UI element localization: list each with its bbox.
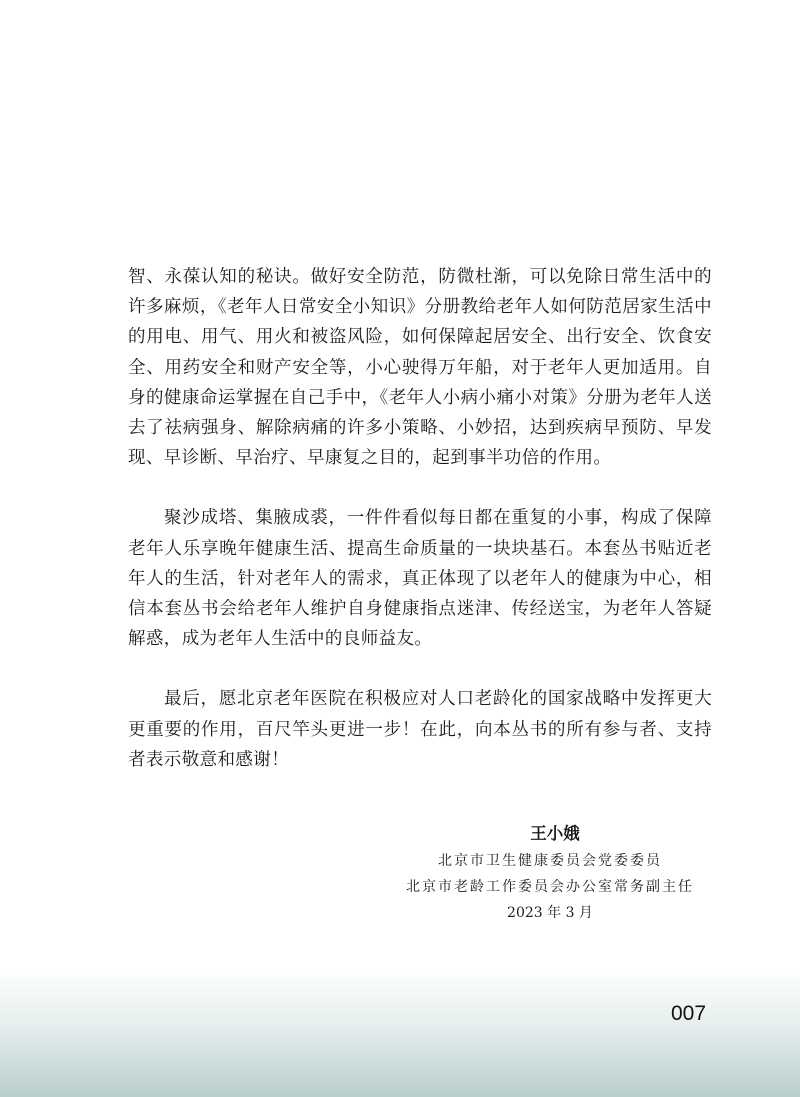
signature-title-1: 北京市卫生健康委员会党委委员 (438, 853, 662, 869)
signature-block (380, 820, 720, 926)
signature-name: 王小娥 (530, 824, 580, 843)
body-text (128, 262, 712, 775)
signature-title-2: 北京市老龄工作委员会办公室常务副主任 (406, 879, 694, 895)
signature-date: 2023 年 3 月 (507, 905, 593, 921)
paragraph-continued: 智、永葆认知的秘诀。做好安全防范，防微杜渐，可以免除日常生活中的许多麻烦，《老年人日常安全小知识》分册教给老年人如何防范居家生活中的用电、用气、用火和被盗风险，如何保障起居安全、出行安全、饮食安全、用药安全和财产安全等，小心驶得万年船，对于老年人更加适用。自身的健康命运掌握在自己手中，《老年人小病小痛小对策》分册为老年人送去了祛病强身、解除病痛的许多小策略、小妙招，达到疾病早预防、早发现、早诊断、早治疗、早康复之目的，起到事半功倍的作用。 (128, 267, 712, 469)
page-number: 007 (671, 1002, 707, 1025)
paragraph: 聚沙成塔、集腋成裘，一件件看似每日都在重复的小事，构成了保障老年人乐享晚年健康生活、提高生命质量的一块块基石。本套丛书贴近老年人的生活，针对老年人的需求，真正体现了以老年人的健康为中心，相信本套丛书会给老年人维护自身健康指点迷津、传经送宝，为老年人答疑解惑，成为老年人生活中的良师益友。 (128, 508, 712, 650)
paragraph-closing: 最后，愿北京老年医院在积极应对人口老龄化的国家战略中发挥更大更重要的作用，百尺竿头更进一步！在此，向本丛书的所有参与者、支持者表示敬意和感谢！ (128, 689, 712, 770)
footer-band (0, 967, 800, 1097)
